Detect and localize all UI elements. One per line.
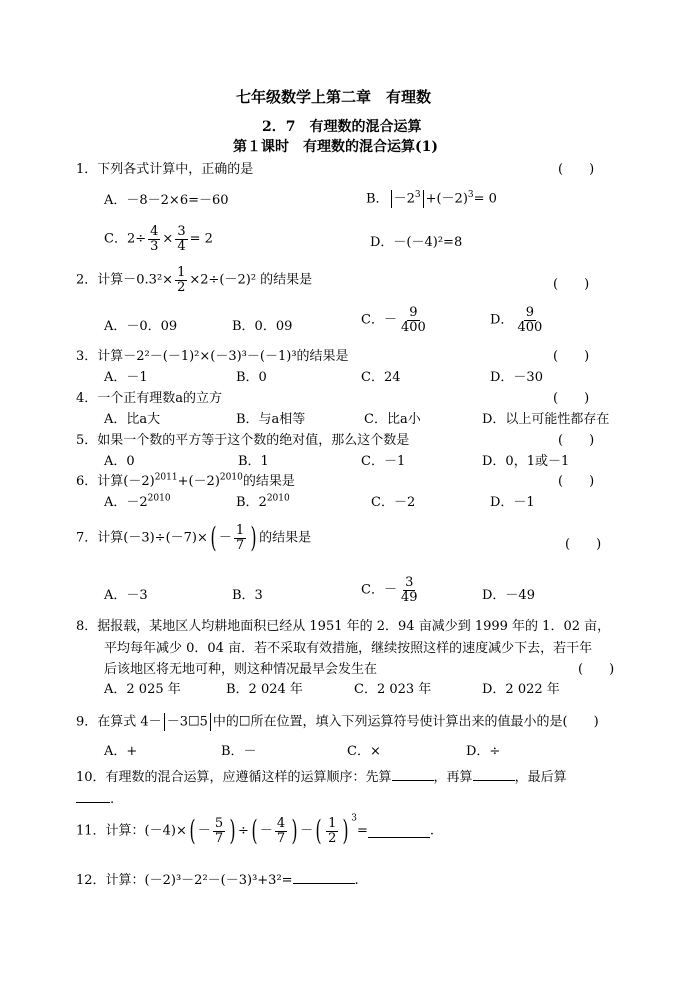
- q7-option-d: D．－49: [482, 588, 535, 603]
- q11-eq: =: [357, 823, 368, 839]
- q6-option-b: [236, 493, 290, 510]
- q4-option-a: A．比a大: [104, 412, 161, 427]
- q10-line2: [76, 790, 114, 806]
- q3-option-d: D．－30: [490, 370, 543, 385]
- q2-d-prefix: D．: [490, 312, 514, 328]
- q1-option-b: [366, 190, 497, 208]
- abs-bar-left: [164, 713, 165, 731]
- q8-answer-bracket[interactable]: ( ): [578, 662, 615, 677]
- q5-option-b: B．1: [238, 454, 269, 469]
- q9-option-b: B．－: [221, 744, 257, 759]
- q6-answer-bracket[interactable]: ( ): [558, 474, 595, 489]
- q4-option-b: B．与a相等: [236, 412, 306, 427]
- q1-c-frac1-num: 4: [150, 224, 159, 239]
- q11-neg1: －: [197, 823, 211, 839]
- q6-b-prefix: B．2: [236, 495, 267, 510]
- q6-b-exp: 2010: [266, 493, 290, 504]
- q11-frac1: [213, 817, 225, 845]
- q1-b-exp1: 3: [414, 190, 421, 201]
- q2-c-prefix: C．－: [361, 312, 397, 328]
- q6-a-exp: 2010: [147, 493, 171, 504]
- q11-prefix: 11．计算：(－4)×: [76, 823, 187, 839]
- q1-option-a: A．－8－2×6=－60: [104, 193, 229, 208]
- q10-text-a: 10．有理数的混合运算，应遵循这样的运算顺序：先算: [76, 770, 392, 785]
- q2-answer-bracket[interactable]: ( ): [553, 277, 590, 292]
- q8-option-a: A．2 025 年: [104, 682, 181, 697]
- q5-option-c: C．－1: [361, 454, 406, 469]
- q11-paren2-right: ): [291, 814, 298, 848]
- q8-line2: 平均每年减少 0．04 亩．若不采取有效措施，继续按照这样的速度减少下去，若干年: [104, 641, 593, 656]
- q3-option-c: C．24: [361, 370, 401, 385]
- q12-end: .: [354, 873, 359, 888]
- q11-neg2: －: [259, 823, 273, 839]
- page-title: 七年级数学上第二章 有理数: [236, 88, 432, 106]
- q4-option-d: D．以上可能性都存在: [482, 412, 610, 427]
- q10-text-c: ，最后算: [514, 770, 567, 785]
- q4-answer-bracket[interactable]: ( ): [553, 391, 590, 406]
- q3-answer-bracket[interactable]: ( ): [553, 349, 590, 364]
- q7-neg: －: [218, 530, 232, 546]
- q3-option-a: A．－1: [104, 370, 148, 385]
- q8-line3: 后该地区将无地可种，则这种情况最早会发生在: [104, 662, 378, 677]
- q10-blank-2[interactable]: [473, 768, 515, 781]
- q6-stem-prefix: 6．计算(－2): [76, 474, 155, 489]
- q7-c-prefix: C．－: [361, 582, 397, 598]
- q11-frac1-den: 7: [214, 830, 224, 846]
- q1-c-frac2: [175, 225, 187, 253]
- q6-stem-suffix: 的结果是: [242, 474, 295, 489]
- q7-c-den: 49: [400, 589, 418, 605]
- q1-b-label: B．: [366, 191, 389, 207]
- q11-end: .: [429, 823, 435, 839]
- q10-line1: [76, 768, 567, 784]
- q3-stem: 3．计算－2²－(－1)²×(－3)³－(－1)³的结果是: [76, 349, 349, 364]
- q1-c-times: ×: [162, 231, 174, 247]
- q7-option-a: A．－3: [104, 588, 148, 603]
- q2-d-den: 400: [517, 319, 543, 335]
- q1-c-frac1-den: 3: [150, 238, 159, 254]
- q6-a-prefix: A．－2: [104, 495, 148, 510]
- q1-c-frac2-num: 3: [177, 224, 186, 239]
- q5-option-a: A．0: [104, 454, 135, 469]
- q9-expr: －3☐5: [166, 714, 208, 730]
- q4-stem: 4．一个正有理数a的立方: [76, 391, 223, 406]
- q1-stem: 1．下列各式计算中，正确的是: [76, 162, 254, 177]
- q1-b-exp2: 3: [467, 190, 474, 201]
- q9-stem: [76, 713, 599, 731]
- q2-stem-prefix: 2．计算－0.3²×: [76, 272, 174, 288]
- q6-option-c: C．－2: [371, 495, 416, 510]
- q8-option-b: B．2 024 年: [226, 682, 303, 697]
- q2-d-num: 9: [525, 305, 534, 320]
- q6-exp2: 2010: [219, 472, 243, 483]
- q11-stem: [76, 813, 435, 848]
- q6-option-d: D．－1: [490, 495, 535, 510]
- q11-frac1-num: 5: [214, 816, 224, 831]
- abs-bar-right: [423, 190, 424, 208]
- q11-paren2-left: (: [251, 814, 258, 848]
- q9-option-a: A．+: [104, 744, 138, 759]
- abs-bar-left: [391, 190, 392, 208]
- q2-c-den: 400: [400, 319, 426, 335]
- q11-answer-blank[interactable]: [368, 825, 430, 838]
- q2-option-b: B．0．09: [232, 319, 293, 334]
- q12-stem: [76, 871, 359, 887]
- q5-option-d: D．0，1或－1: [482, 454, 570, 469]
- q7-option-c: [361, 576, 422, 604]
- q1-c-frac2-den: 4: [177, 238, 186, 254]
- q7-paren-right: ): [250, 521, 257, 555]
- q2-c-num: 9: [409, 305, 418, 320]
- q6-option-a: [104, 493, 171, 510]
- q8-option-c: C．2 023 年: [354, 682, 432, 697]
- q10-blank-3[interactable]: [76, 790, 110, 803]
- q10-text-b: ，再算: [433, 770, 473, 785]
- q2-stem-suffix: ×2÷(－2)² 的结果是: [189, 272, 313, 288]
- q11-frac3-num: 1: [328, 816, 337, 831]
- q1-b-result: = 0: [473, 191, 497, 207]
- q10-blank-1[interactable]: [392, 768, 434, 781]
- q11-minus: －: [300, 823, 314, 839]
- q11-frac2: [275, 817, 287, 845]
- q1-c-frac1: [148, 225, 160, 253]
- q8-option-d: D．2 022 年: [482, 682, 560, 697]
- q10-end: .: [110, 792, 115, 807]
- q1-b-expr1: －2: [393, 191, 415, 207]
- q2-option-c: [361, 306, 430, 334]
- q6-exp1: 2011: [154, 472, 178, 483]
- q2-stem: [76, 266, 312, 294]
- q7-stem-suffix: 的结果是: [259, 530, 312, 546]
- q6-stem: [76, 472, 295, 489]
- q12-answer-blank[interactable]: [293, 871, 355, 884]
- q9-option-c: C．×: [347, 744, 381, 759]
- q8-line1: 8．据报载，某地区人均耕地面积已经从 1951 年的 2．94 亩减少到 1999 年的 1．02 亩，: [76, 619, 611, 634]
- q7-frac-num: 1: [235, 523, 245, 538]
- q7-frac-den: 7: [235, 537, 245, 553]
- q12-text: 12．计算：(－2)³－2²－(－3)³+3²=: [76, 873, 293, 888]
- q11-paren3-left: (: [315, 814, 322, 848]
- q2-frac: [175, 266, 187, 294]
- q4-option-c: C．比a小: [364, 412, 421, 427]
- q9-stem-prefix: 9．在算式 4－: [76, 714, 162, 730]
- q11-paren1-left: (: [189, 814, 196, 848]
- q11-frac3: [326, 817, 338, 845]
- q7-stem: [76, 521, 312, 555]
- q6-stem-mid: +(－2): [177, 474, 220, 489]
- q1-option-c: [104, 225, 213, 253]
- q5-answer-bracket[interactable]: ( ): [558, 433, 595, 448]
- q2-option-d: [490, 306, 546, 334]
- q7-paren-left: (: [210, 521, 217, 555]
- q2-frac-num: 1: [177, 265, 186, 280]
- q2-option-a: A．－0．09: [104, 319, 178, 334]
- q1-c-end: = 2: [189, 231, 213, 247]
- q1-answer-bracket[interactable]: ( ): [558, 162, 595, 177]
- q3-option-b: B．0: [236, 370, 267, 385]
- section-title: 2．7 有理数的混合运算: [262, 119, 422, 135]
- q11-exp: 3: [351, 813, 358, 824]
- q9-option-d: D．÷: [466, 744, 501, 759]
- q1-b-expr2: +(－2): [425, 191, 468, 207]
- q11-paren3-right: ): [342, 814, 349, 848]
- q1-c-prefix: C．2÷: [104, 231, 147, 247]
- q1-option-d: D．－(－4)²=8: [370, 235, 463, 250]
- lesson-title: 第１课时 有理数的混合运算(1): [233, 139, 438, 155]
- q7-stem-prefix: 7．计算(－3)÷(－7)×: [76, 530, 208, 546]
- q5-stem: 5．如果一个数的平方等于这个数的绝对值，那么这个数是: [76, 433, 410, 448]
- q7-answer-bracket[interactable]: ( ): [565, 537, 602, 552]
- q11-paren1-right: ): [229, 814, 236, 848]
- q11-frac2-num: 4: [276, 816, 286, 831]
- q11-frac3-den: 2: [328, 830, 337, 846]
- q2-d-frac: [515, 306, 544, 334]
- q11-div: ÷: [238, 823, 249, 839]
- q11-frac2-den: 7: [276, 830, 286, 846]
- q2-c-frac: [399, 306, 428, 334]
- q7-frac: [234, 524, 246, 552]
- q7-option-b: B．3: [232, 588, 263, 603]
- q7-c-frac: [399, 576, 420, 604]
- abs-bar-right: [210, 713, 211, 731]
- q7-c-num: 3: [405, 575, 414, 590]
- q2-frac-den: 2: [177, 279, 186, 295]
- q9-stem-suffix: 中的☐所在位置，填入下列运算符号使计算出来的值最小的是( ): [212, 714, 599, 730]
